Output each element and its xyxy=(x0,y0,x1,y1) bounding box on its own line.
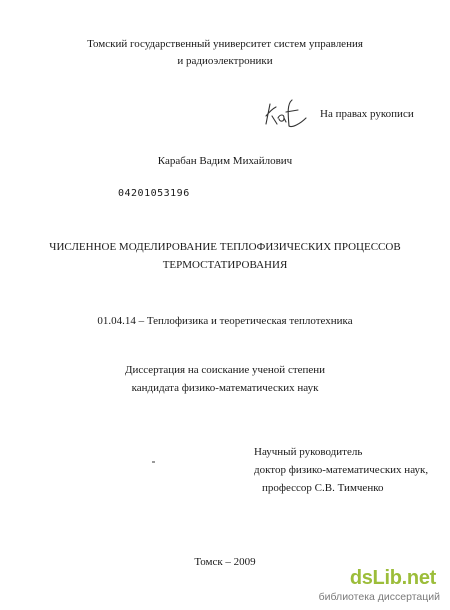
institution-line-2: и радиоэлектроники xyxy=(177,55,273,67)
city-year: Томск – 2009 xyxy=(194,556,256,568)
handwritten-signature xyxy=(262,94,310,130)
supervisor-name: профессор С.В. Тимченко xyxy=(262,482,384,494)
document-code: 04201053196 xyxy=(118,188,190,199)
degree-line-2: кандидата физико-математических наук xyxy=(131,382,319,394)
institution-line-1: Томский государственный университет систем управления xyxy=(87,38,363,50)
supervisor-heading: Научный руководитель xyxy=(254,446,363,458)
supervisor-degree: доктор физико-математических наук, xyxy=(254,464,429,476)
specialty-code: 01.04.14 – Теплофизика и теоретическая теплотехника xyxy=(97,315,353,327)
degree-line-1: Диссертация на соискание ученой степени xyxy=(124,364,326,376)
watermark-logo: dsLib.net xyxy=(349,567,436,589)
author-name: Карабан Вадим Михайлович xyxy=(157,155,293,167)
dissertation-title-line-1: ЧИСЛЕННОЕ МОДЕЛИРОВАНИЕ ТЕПЛОФИЗИЧЕСКИХ ПРОЦЕССОВ xyxy=(49,241,401,253)
scan-speck xyxy=(152,461,155,463)
manuscript-note: На правах рукописи xyxy=(320,108,414,120)
watermark-subtitle: библиотека диссертаций xyxy=(318,591,440,603)
dissertation-title-line-2: ТЕРМОСТАТИРОВАНИЯ xyxy=(162,259,288,271)
